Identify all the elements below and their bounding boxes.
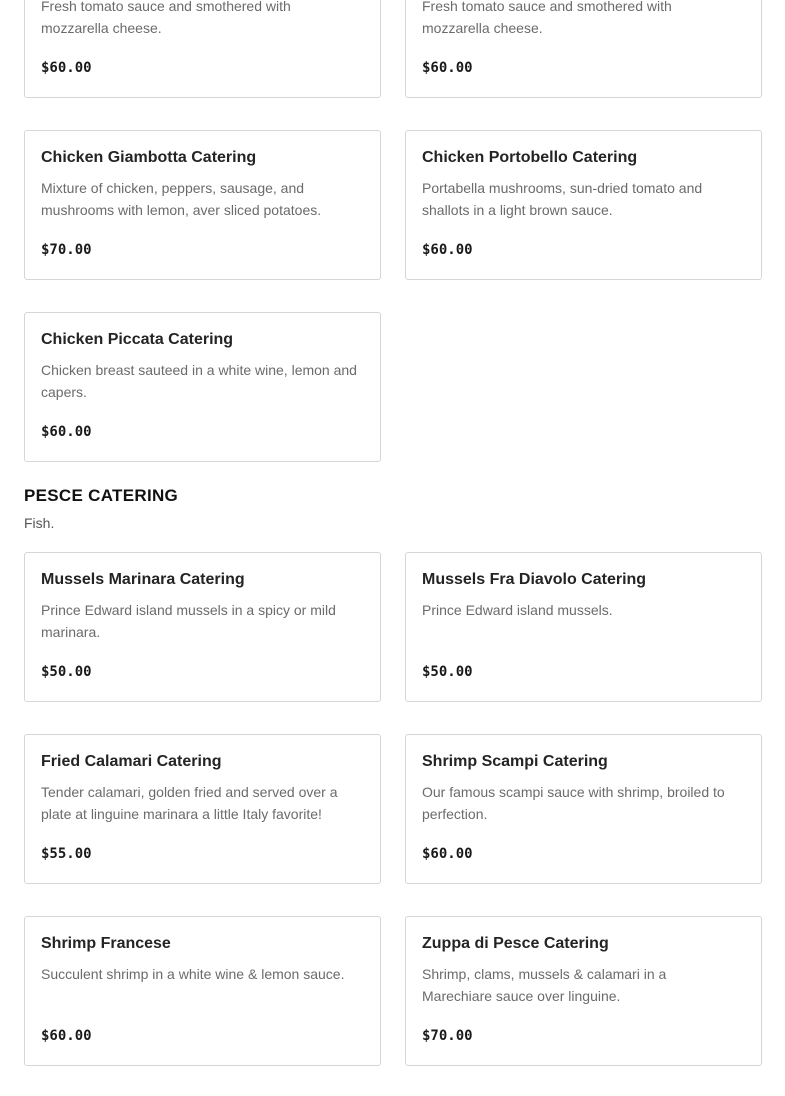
menu-item-description: Prince Edward island mussels in a spicy or mild marinara. xyxy=(41,602,336,640)
menu-item-card[interactable] xyxy=(24,734,381,884)
menu-item-card[interactable] xyxy=(405,734,762,884)
menu-item-description: Prince Edward island mussels. xyxy=(422,602,613,618)
menu-item-name: Mussels Fra Diavolo Catering xyxy=(422,571,647,588)
menu-item-name: Chicken Giambotta Catering xyxy=(41,149,257,166)
menu-item-price: $55.00 xyxy=(41,846,92,862)
section-title: PESCE CATERING xyxy=(24,486,179,505)
menu-item-price: $60.00 xyxy=(422,846,473,862)
menu-item-description: Shrimp, clams, mussels & calamari in a Marechiare sauce over linguine. xyxy=(422,966,667,1004)
menu-item-price: $60.00 xyxy=(422,60,473,76)
menu-item-name: Zuppa di Pesce Catering xyxy=(422,935,609,952)
menu-item-price: $70.00 xyxy=(41,242,92,258)
menu-item-card[interactable] xyxy=(24,312,381,462)
menu-item-description: Our famous scampi sauce with shrimp, broiled to perfection. xyxy=(422,784,725,822)
menu-item-description: Succulent shrimp in a white wine & lemon sauce. xyxy=(41,966,345,982)
menu-item-name: Shrimp Scampi Catering xyxy=(422,753,608,770)
menu-item-card[interactable] xyxy=(24,0,381,98)
menu-item-card[interactable] xyxy=(24,130,381,280)
menu-item-card[interactable] xyxy=(405,916,762,1066)
section-subtitle: Fish. xyxy=(24,515,55,531)
menu-item-name: Chicken Piccata Catering xyxy=(41,331,234,348)
menu-item-price: $60.00 xyxy=(41,424,92,440)
menu-item-price: $70.00 xyxy=(422,1028,473,1044)
menu-item-price: $60.00 xyxy=(41,1028,92,1044)
menu-item-card[interactable] xyxy=(24,916,381,1066)
menu-item-name: Fried Calamari Catering xyxy=(41,753,222,770)
menu-item-name: Chicken Portobello Catering xyxy=(422,149,638,166)
menu-item-card[interactable] xyxy=(405,130,762,280)
menu-item-name: Mussels Marinara Catering xyxy=(41,571,245,588)
menu-item-description: Mixture of chicken, peppers, sausage, and mushrooms with lemon, aver sliced potatoes. xyxy=(41,180,322,218)
menu-item-card[interactable] xyxy=(24,552,381,702)
menu-item-price: $60.00 xyxy=(41,60,92,76)
menu-item-name: Shrimp Francese xyxy=(41,935,171,952)
menu-item-description: Portabella mushrooms, sun-dried tomato and shallots in a light brown sauce. xyxy=(422,180,703,218)
menu-item-price: $50.00 xyxy=(422,664,473,680)
menu-item-price: $60.00 xyxy=(422,242,473,258)
menu-item-description: Fresh tomato sauce and smothered with mozzarella cheese. xyxy=(422,0,672,36)
menu-item-description: Fresh tomato sauce and smothered with mozzarella cheese. xyxy=(41,0,291,36)
menu-item-price: $50.00 xyxy=(41,664,92,680)
menu-item-description: Tender calamari, golden fried and served over a plate at linguine marinara a little Italy favorite! xyxy=(41,784,338,822)
menu-item-card[interactable] xyxy=(405,0,762,98)
menu-item-description: Chicken breast sauteed in a white wine, lemon and capers. xyxy=(41,362,357,400)
menu-item-card[interactable] xyxy=(405,552,762,702)
